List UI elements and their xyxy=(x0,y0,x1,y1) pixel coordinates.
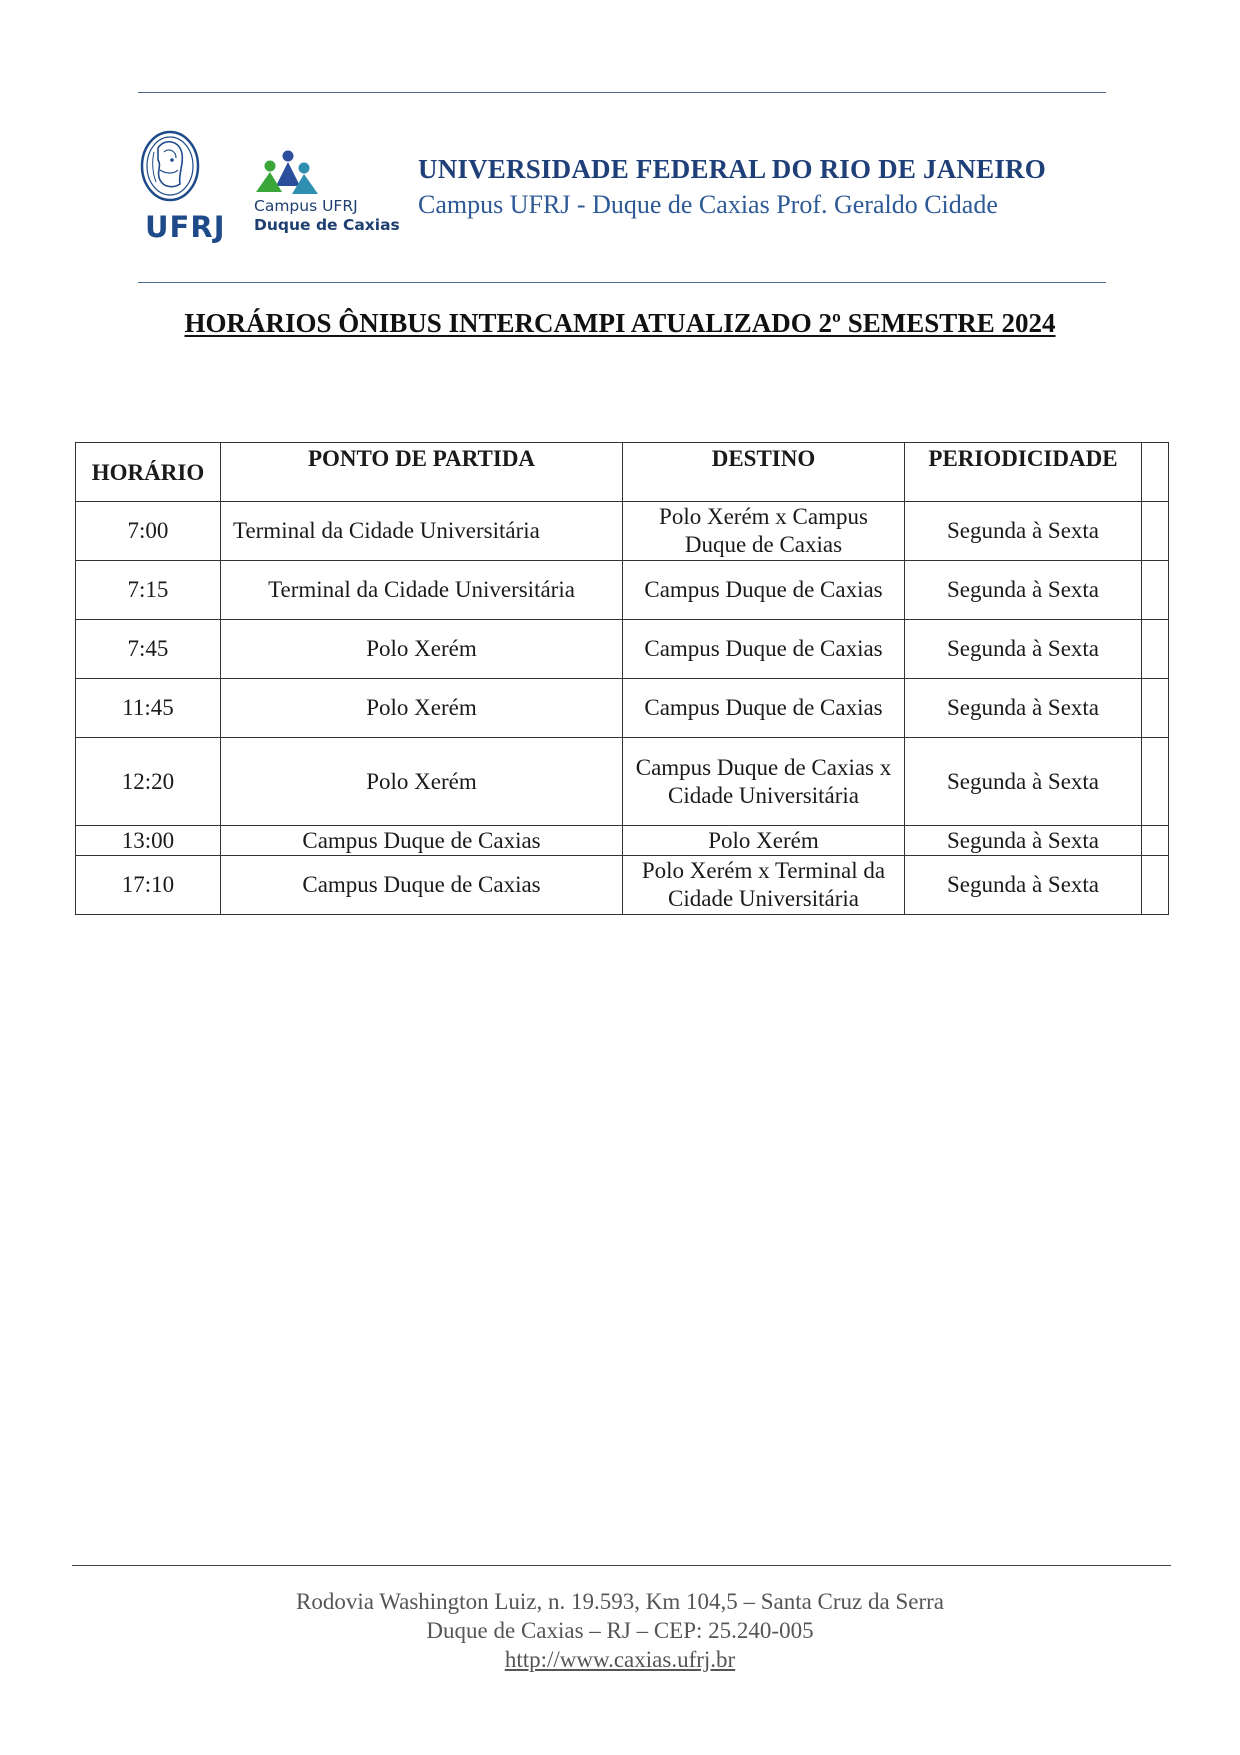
cell-destino: Campus Duque de Caxias xyxy=(623,620,905,679)
cell-horario: 7:00 xyxy=(76,502,221,561)
top-divider xyxy=(138,92,1106,93)
table-row xyxy=(76,561,1169,620)
cell-partida: Campus Duque de Caxias xyxy=(221,826,623,856)
cell-partida: Polo Xerém xyxy=(221,738,623,826)
cell-periodicidade: Segunda à Sexta xyxy=(905,679,1142,738)
footer-city: Duque de Caxias – RJ – CEP: 25.240-005 xyxy=(426,1618,814,1643)
logos xyxy=(138,130,398,250)
document-title: HORÁRIOS ÔNIBUS INTERCAMPI ATUALIZADO 2º SEMESTRE 2024 xyxy=(184,308,1056,338)
cell-partida: Terminal da Cidade Universitária xyxy=(221,561,623,620)
cell-extra xyxy=(1142,679,1169,738)
cell-periodicidade: Segunda à Sexta xyxy=(905,620,1142,679)
university-name: UNIVERSIDADE FEDERAL DO RIO DE JANEIRO xyxy=(418,154,1046,184)
header-partida: PONTO DE PARTIDA xyxy=(221,443,623,502)
cell-extra xyxy=(1142,561,1169,620)
cell-periodicidade: Segunda à Sexta xyxy=(905,856,1142,915)
cell-partida: Polo Xerém xyxy=(221,620,623,679)
cell-periodicidade: Segunda à Sexta xyxy=(905,502,1142,561)
header-extra xyxy=(1142,443,1169,502)
table-row xyxy=(76,738,1169,826)
cell-horario: 7:45 xyxy=(76,620,221,679)
cell-extra xyxy=(1142,856,1169,915)
cell-extra xyxy=(1142,620,1169,679)
cell-partida: Terminal da Cidade Universitária xyxy=(221,502,623,561)
cell-periodicidade: Segunda à Sexta xyxy=(905,738,1142,826)
campus-logo-line2: Duque de Caxias xyxy=(254,216,400,234)
table-row xyxy=(76,826,1169,856)
cell-destino: Campus Duque de Caxias x Cidade Universitária xyxy=(623,738,905,826)
header-horario: HORÁRIO xyxy=(76,443,221,502)
table-row xyxy=(76,679,1169,738)
footer-address: Rodovia Washington Luiz, n. 19.593, Km 104,5 – Santa Cruz da Serra xyxy=(295,1589,945,1614)
cell-horario: 12:20 xyxy=(76,738,221,826)
header-periodicidade: PERIODICIDADE xyxy=(905,443,1142,502)
cell-horario: 11:45 xyxy=(76,679,221,738)
table-header-row xyxy=(76,443,1169,502)
footer-link[interactable]: http://www.caxias.ufrj.br xyxy=(504,1647,736,1672)
cell-destino: Campus Duque de Caxias xyxy=(623,561,905,620)
cell-destino: Polo Xerém x Terminal da Cidade Universitária xyxy=(623,856,905,915)
cell-destino: Polo Xerém x Campus Duque de Caxias xyxy=(623,502,905,561)
cell-extra xyxy=(1142,738,1169,826)
table-row xyxy=(76,502,1169,561)
cell-partida: Polo Xerém xyxy=(221,679,623,738)
schedule-table xyxy=(75,442,1169,915)
cell-periodicidade: Segunda à Sexta xyxy=(905,826,1142,856)
header-destino: DESTINO xyxy=(623,443,905,502)
table-row xyxy=(76,856,1169,915)
cell-periodicidade: Segunda à Sexta xyxy=(905,561,1142,620)
cell-horario: 17:10 xyxy=(76,856,221,915)
cell-partida: Campus Duque de Caxias xyxy=(221,856,623,915)
ufrj-wordmark: UFRJ xyxy=(145,210,226,244)
footer-divider xyxy=(72,1565,1171,1566)
cell-destino: Polo Xerém xyxy=(623,826,905,856)
cell-destino: Campus Duque de Caxias xyxy=(623,679,905,738)
campus-logo-line1: Campus UFRJ xyxy=(254,197,358,215)
cell-horario: 13:00 xyxy=(76,826,221,856)
cell-extra xyxy=(1142,502,1169,561)
cell-extra xyxy=(1142,826,1169,856)
cell-horario: 7:15 xyxy=(76,561,221,620)
campus-name: Campus UFRJ - Duque de Caxias Prof. Geraldo Cidade xyxy=(418,190,998,219)
table-row xyxy=(76,620,1169,679)
header-divider xyxy=(138,282,1106,283)
